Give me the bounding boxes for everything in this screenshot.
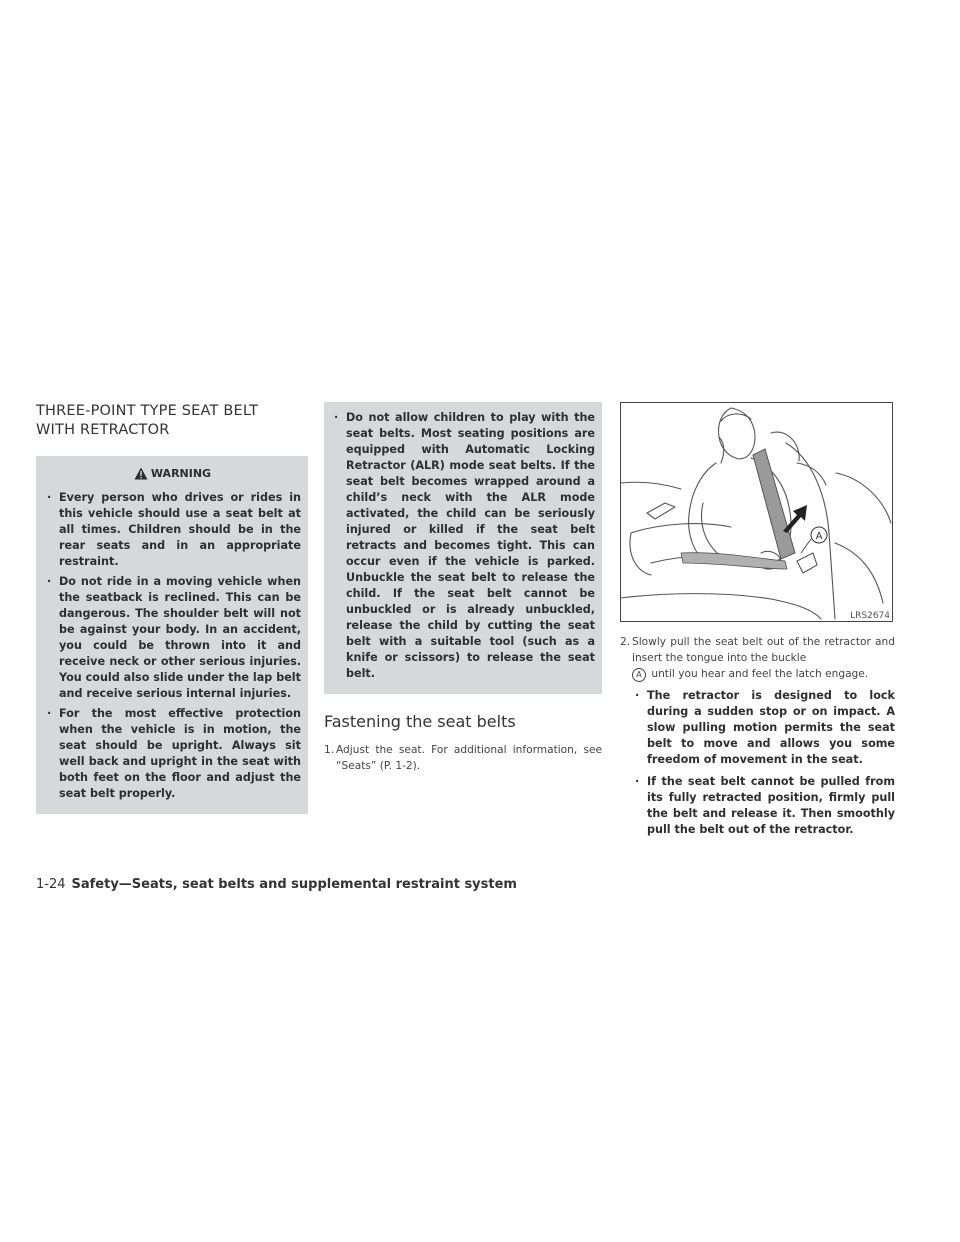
- warning-label: WARNING: [150, 467, 212, 480]
- column-3: [620, 402, 895, 844]
- retractor-notes: [632, 688, 895, 838]
- page-number: 1-24: [36, 877, 66, 892]
- warning-icon: [134, 467, 148, 480]
- figure-id: LRS2674: [850, 611, 890, 621]
- warning-item: · Do not ride in a moving vehicle when the seatback is reclined. This can be dangerous. The shoulder belt will not be against your body. In an accident, you could be thrown into it and receive neck or other serious injuries. You could also slide under the lap belt and receive serious internal injuries.: [47, 575, 301, 700]
- seat-belt-drawing: [621, 403, 892, 621]
- step-1: [324, 742, 602, 774]
- column-1: [36, 402, 308, 814]
- section-title-line2: WITH RETRACTOR: [36, 422, 170, 438]
- section-title-line1: THREE-POINT TYPE SEAT BELT: [36, 403, 259, 419]
- warning-box: [36, 456, 308, 814]
- column-2: [324, 402, 602, 774]
- seat-belt-illustration: [620, 402, 893, 622]
- note-item: · The retractor is designed to lock during a sudden stop or on impact. A slow pulling motion permits the seat belt to move and allows you some freedom of movement in the seat.: [635, 689, 895, 766]
- step-2: [620, 634, 895, 682]
- step-2-number: 2.: [620, 636, 631, 648]
- footer-section-title: Safety—Seats, seat belts and supplemental restraint system: [71, 877, 517, 892]
- step-2-text: Slowly pull the seat belt out of the retractor and insert the tongue into the buckle A until you hear and feel the latch engage.: [632, 636, 895, 680]
- page-footer: [36, 876, 517, 893]
- fastening-heading: Fastening the seat belts: [324, 712, 516, 731]
- callout-a-icon: A: [632, 668, 646, 682]
- section-title: [36, 402, 308, 440]
- figure-callout-label: A: [815, 531, 823, 542]
- warning-item: · For the most effective protection when the vehicle is in motion, the seat should be upright. Always sit well back and upright in the seat with both feet on the floor and adjust the seat belt properly.: [47, 707, 301, 800]
- step-1-number: 1.: [324, 744, 335, 756]
- warning-item: · Every person who drives or rides in this vehicle should use a seat belt at all times. Children should be in the rear seats and in an appropriate restraint.: [47, 491, 301, 568]
- warning-header: [44, 466, 301, 482]
- note-item: · If the seat belt cannot be pulled from its fully retracted position, firmly pull the belt and release it. Then smoothly pull the belt out of the retractor.: [635, 775, 895, 836]
- warning-list: [44, 490, 301, 802]
- step-1-text: Adjust the seat. For additional information, see “Seats” (P. 1-2).: [336, 744, 602, 772]
- warning-box-continued: [324, 402, 602, 694]
- warning-item: · Do not allow children to play with the seat belts. Most seating positions are equipped with Automatic Locking Retractor (ALR) mode seat belts. If the seat belt becomes wrapped around a child’s neck with the ALR mode activated, the child can be seriously injured or killed if the seat belt retracts and becomes tight. This can occur even if the vehicle is parked. Unbuckle the seat belt to release the child. If the seat belt cannot be unbuckled or is already unbuckled, release the child by cutting the seat belt with a suitable tool (such as a knife or scissors) to release the seat belt.: [334, 411, 595, 680]
- warning-list-continued: [331, 410, 595, 682]
